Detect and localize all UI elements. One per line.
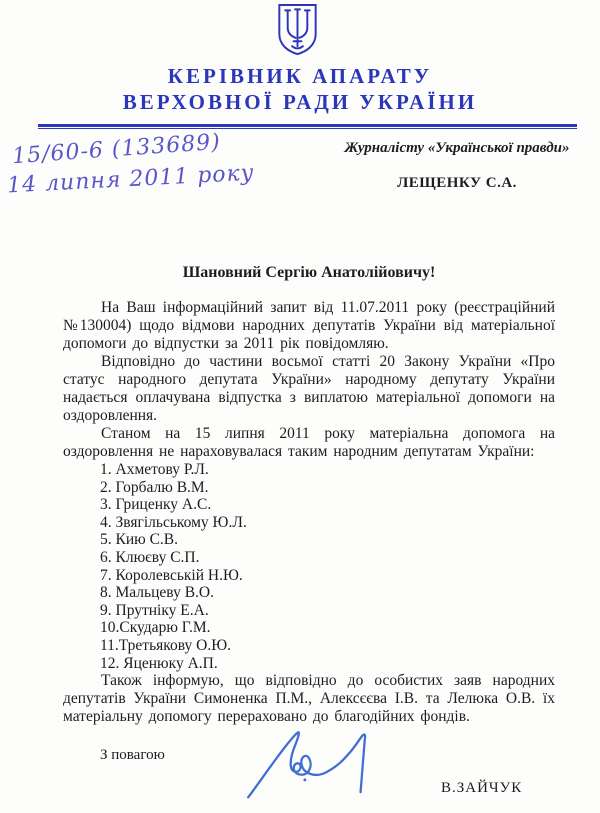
deputies-list (100, 461, 555, 672)
paragraph-2: Відповідно до частини восьмої статті 20 Закону України «Про статус народного депутата України» народному депутату України надається оплачувана відпустка з виплатою матеріальної допомоги на оздоровлення. (63, 353, 555, 424)
letterhead-divider (38, 124, 577, 129)
trident-icon (274, 3, 321, 56)
signer-name: В.ЗАЙЧУК (441, 780, 523, 796)
valediction: З повагою (100, 747, 165, 763)
handwritten-ref-number: 15/60-6 (133689) (11, 129, 222, 170)
list-item: 12. Яценюку А.П. (100, 654, 218, 672)
paragraph-3: Станом на 15 липня 2011 року матеріальна допомога на оздоровлення не нараховувалася таким народним депутатам України: (63, 425, 555, 460)
addressee-block (336, 140, 578, 192)
list-item: 5. Кию С.В. (100, 531, 179, 549)
letterhead-title-line1: КЕРІВНИК АПАРАТУ (167, 64, 433, 88)
list-item: 2. Горбалю В.М. (100, 478, 209, 496)
list-item: 1. Ахметову Р.Л. (100, 461, 209, 478)
handwritten-date: 14 липня 2011 року (6, 160, 256, 199)
list-item: 7. Королевській Н.Ю. (100, 566, 243, 584)
list-item: 4. Звягільському Ю.Л. (100, 513, 247, 531)
list-item: 10.Скударю Г.М. (100, 619, 211, 637)
list-item: 8. Мальцеву В.О. (100, 584, 214, 602)
addressee-role: Журналісту «Української правди» (344, 140, 570, 156)
list-item: 3. Гриценку А.С. (100, 496, 212, 514)
handwritten-signature (243, 720, 408, 805)
list-item: 6. Клюєву С.П. (100, 548, 200, 566)
salutation: Шановний Сергію Анатолійовичу! (182, 264, 436, 281)
list-item: 9. Прутніку Е.А. (100, 601, 209, 619)
list-item: 11.Третьякову О.Ю. (100, 636, 232, 654)
letterhead-title-line2: ВЕРХОВНОЇ РАДИ УКРАЇНИ (122, 90, 478, 114)
ukraine-trident-emblem (274, 3, 321, 56)
signature-stroke-icon (243, 720, 408, 803)
letter-body (63, 264, 555, 726)
closing-paragraph: Також інформую, що відповідно до особистих заяв народних депутатів України Симоненка П.М., Алексєєва І.В. та Лелюка О.В. їх матеріальну допомогу перераховано до благодійних фондів. (63, 672, 555, 726)
addressee-name: ЛЕЩЕНКУ С.А. (397, 175, 517, 191)
letterhead-title (0, 63, 600, 115)
paragraph-1: На Ваш інформаційний запит від 11.07.2011 року (реєстраційний №130004) щодо відмови народних депутатів України від матеріальної допомоги до відпустки за 2011 рік повідомляю. (63, 299, 555, 352)
